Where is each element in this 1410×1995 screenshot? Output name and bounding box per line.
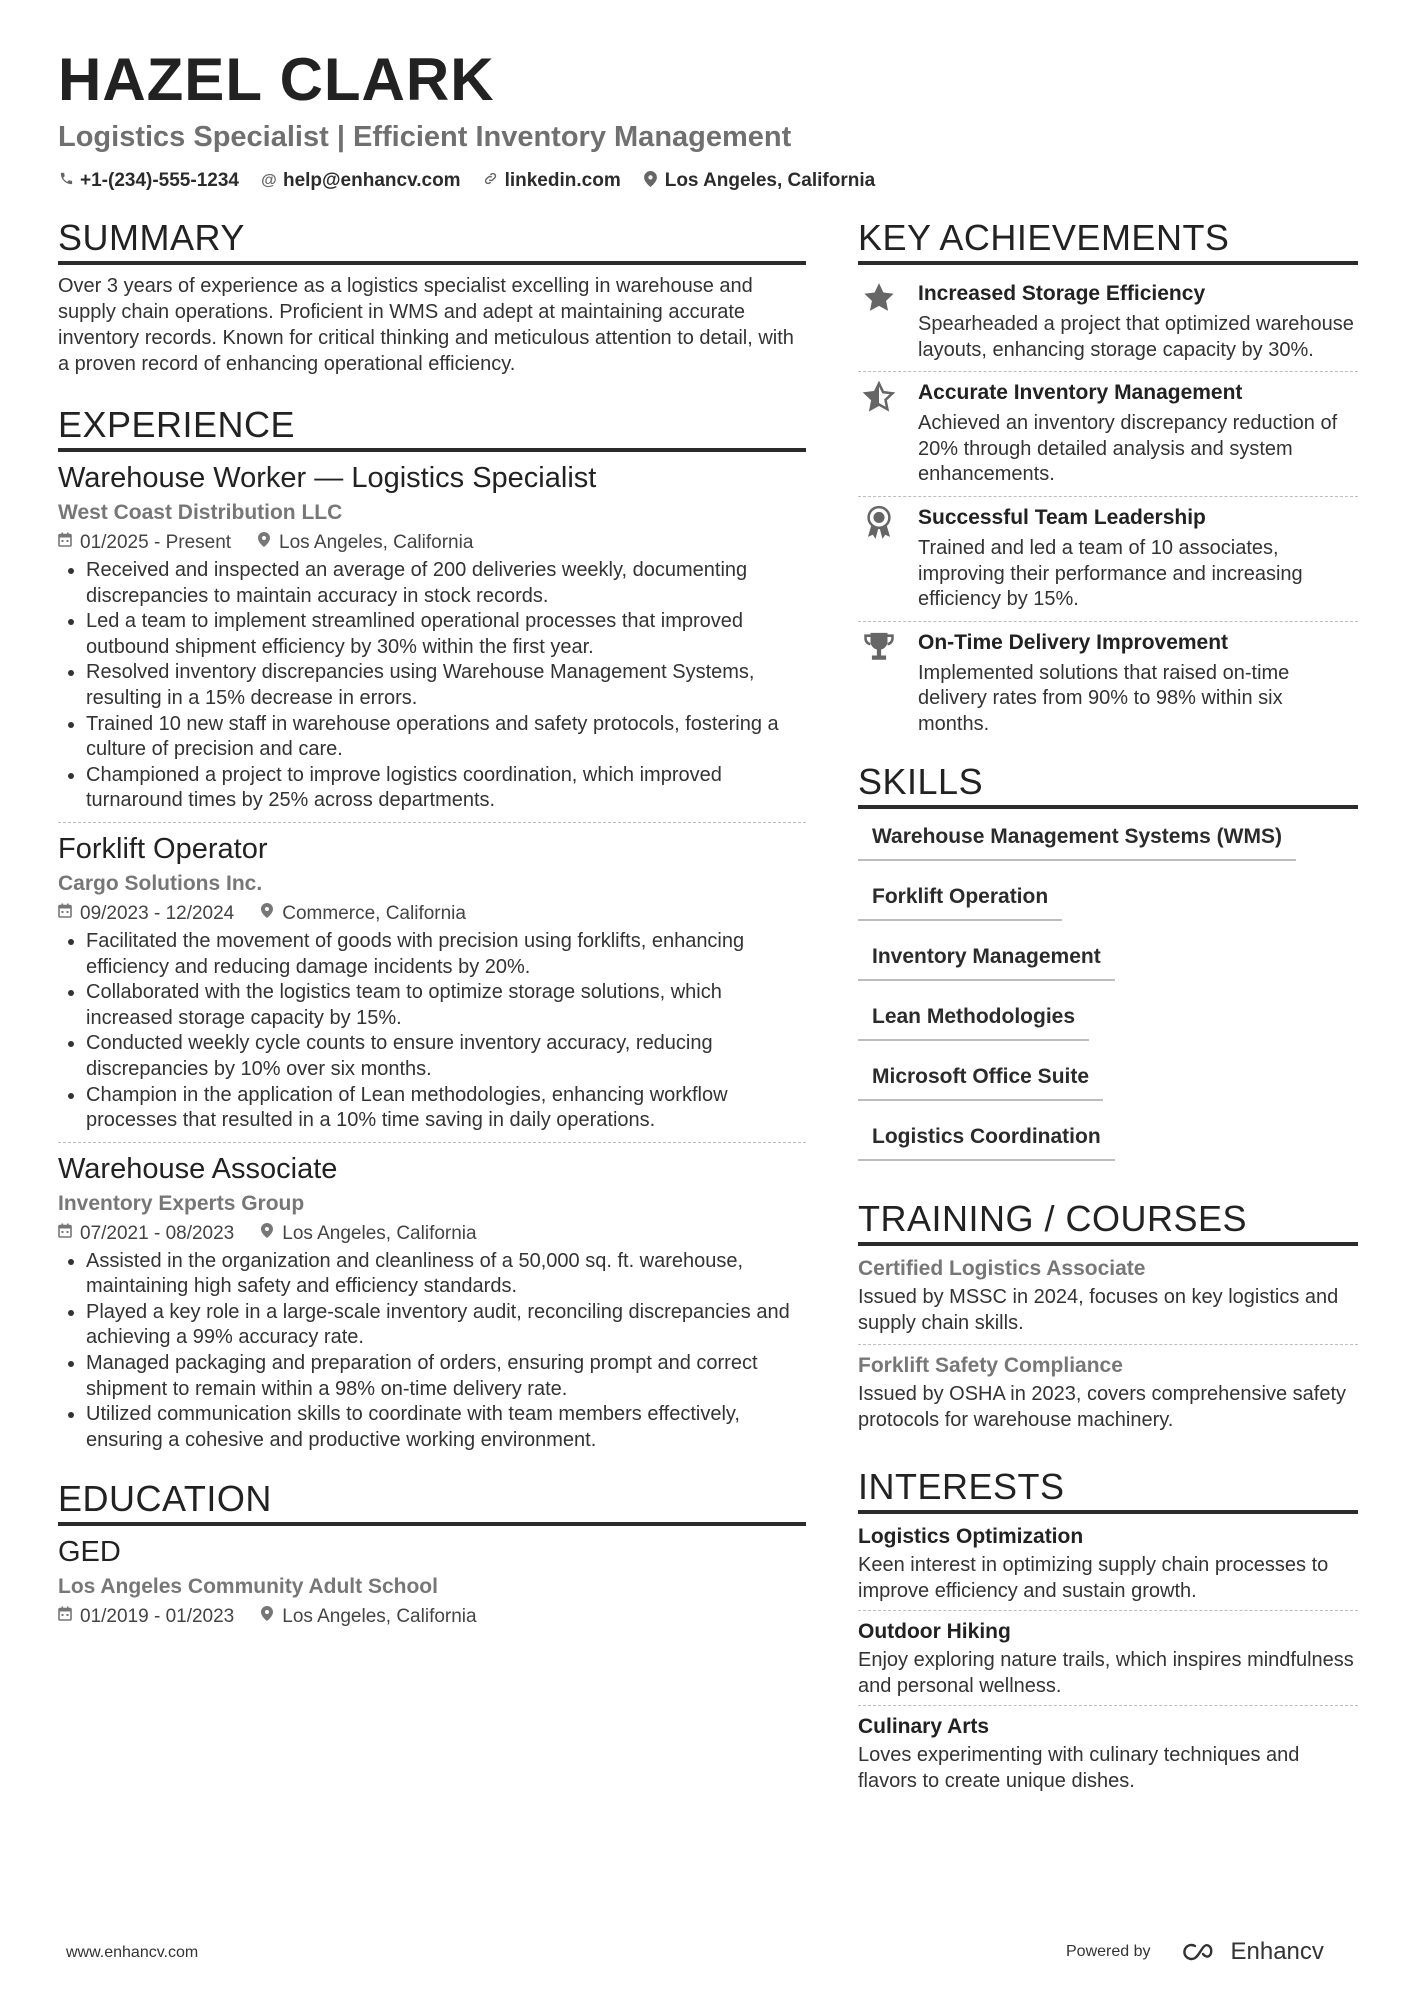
- job-dates-text: 09/2023 - 12/2024: [80, 902, 235, 924]
- education-dates: [58, 1602, 234, 1632]
- experience-section: [58, 403, 806, 1461]
- footer-website-link[interactable]: www.enhancv.com: [66, 1944, 199, 1961]
- interest-item: [858, 1610, 1358, 1705]
- education-school: Los Angeles Community Adult School: [58, 1575, 438, 1599]
- candidate-tagline: Logistics Specialist | Efficient Inventory Management: [58, 121, 792, 153]
- enhancv-logo[interactable]: [1179, 1938, 1324, 1966]
- location-icon: [643, 171, 659, 192]
- achievement-item: [858, 371, 1358, 496]
- skill-tag: Lean Methodologies: [858, 997, 1089, 1041]
- contact-location: [643, 170, 875, 192]
- powered-by: [1066, 1938, 1324, 1966]
- job-meta: [58, 1219, 806, 1249]
- job-bullet: • Championed a project to improve logistics coordination, which improved turnaround times by 25% across departments.: [86, 763, 806, 814]
- award-ribbon-icon: [858, 503, 900, 613]
- calendar-icon: [58, 1219, 72, 1249]
- calendar-icon: [58, 528, 72, 558]
- job-bullet: • Resolved inventory discrepancies using Warehouse Management Systems, resulting in a 15% decrease in errors.: [86, 660, 806, 711]
- job-location: [260, 899, 466, 929]
- skill-tag: Logistics Coordination: [858, 1117, 1115, 1161]
- skill-tag: Warehouse Management Systems (WMS): [858, 817, 1296, 861]
- course-item: [858, 1254, 1358, 1344]
- education-dates-text: 01/2019 - 01/2023: [80, 1606, 235, 1628]
- achievement-desc: Trained and led a team of 10 associates, improving their performance and increasing efficiency by 15%.: [918, 536, 1303, 611]
- powered-by-label: Powered by: [1066, 1943, 1151, 1960]
- job-location-text: Los Angeles, California: [282, 1222, 477, 1244]
- location-icon: [260, 899, 274, 929]
- interest-title: Culinary Arts: [858, 1714, 990, 1738]
- job-bullet: • Managed packaging and preparation of orders, ensuring prompt and correct shipment to remain within a 98% on-time delivery rate.: [86, 1351, 806, 1402]
- interest-title: Logistics Optimization: [858, 1524, 1084, 1548]
- job-dates: [58, 899, 234, 929]
- contact-linkedin[interactable]: [483, 170, 621, 192]
- skill-tag: Inventory Management: [858, 937, 1115, 981]
- job-bullet: • Played a key role in a large-scale inventory audit, reconciling discrepancies and achieving a 99% accuracy rate.: [86, 1300, 806, 1351]
- job-company: West Coast Distribution LLC: [58, 501, 343, 524]
- contact-phone[interactable]: [58, 170, 239, 192]
- calendar-icon: [58, 899, 72, 929]
- summary-heading: SUMMARY: [58, 216, 806, 265]
- education-degree: GED: [58, 1536, 121, 1569]
- job-dates-text: 01/2025 - Present: [80, 532, 232, 553]
- interest-desc: Loves experimenting with culinary techniques and flavors to create unique dishes.: [858, 1743, 1300, 1792]
- achievement-item: [858, 273, 1358, 371]
- contact-email[interactable]: [261, 170, 461, 192]
- course-title: Forklift Safety Compliance: [858, 1353, 1123, 1377]
- job-bullet: • Received and inspected an average of 200 deliveries weekly, documenting discrepancies to maintain accuracy in stock records.: [86, 558, 806, 609]
- right-column: [858, 216, 1358, 1800]
- resume-header: [58, 44, 1358, 192]
- job-location-text: Los Angeles, California: [279, 532, 474, 553]
- achievement-item: [858, 496, 1358, 621]
- job-dates: [58, 528, 231, 558]
- job-company: Inventory Experts Group: [58, 1191, 305, 1215]
- candidate-name: HAZEL CLARK: [58, 46, 495, 113]
- phone-icon: [58, 171, 74, 191]
- at-icon: @: [261, 172, 277, 189]
- course-title: Certified Logistics Associate: [858, 1256, 1146, 1280]
- location-icon: [257, 528, 271, 558]
- job-entry: [58, 460, 806, 822]
- contact-email-text: help@enhancv.com: [282, 170, 461, 191]
- course-desc: Issued by OSHA in 2023, covers comprehensive safety protocols for warehouse machinery.: [858, 1382, 1347, 1431]
- course-item: [858, 1344, 1358, 1441]
- interest-desc: Keen interest in optimizing supply chain processes to improve efficiency and sustain growth.: [858, 1553, 1329, 1602]
- achievement-desc: Achieved an inventory discrepancy reduction of 20% through detailed analysis and system enhancements.: [918, 412, 1338, 486]
- interest-item: [858, 1705, 1358, 1800]
- training-heading: TRAINING / COURSES: [858, 1197, 1358, 1246]
- job-bullet: • Led a team to implement streamlined operational processes that improved outbound shipment efficiency by 30% within the first year.: [86, 609, 806, 660]
- job-bullet: • Facilitated the movement of goods with precision using forklifts, enhancing efficiency and reducing damage incidents by 20%.: [86, 929, 806, 980]
- enhancv-logo-text: Enhancv: [1230, 1938, 1324, 1965]
- skills-section: [858, 760, 1358, 1177]
- achievement-title: Successful Team Leadership: [918, 505, 1206, 529]
- skill-tag: Microsoft Office Suite: [858, 1057, 1103, 1101]
- job-location: [257, 528, 473, 558]
- achievement-desc: Spearheaded a project that optimized warehouse layouts, enhancing storage capacity by 30%.: [918, 313, 1354, 361]
- course-desc: Issued by MSSC in 2024, focuses on key logistics and supply chain skills.: [858, 1285, 1339, 1334]
- interest-desc: Enjoy exploring nature trails, which inspires mindfulness and personal wellness.: [858, 1648, 1354, 1697]
- achievement-title: Accurate Inventory Management: [918, 381, 1243, 405]
- interest-title: Outdoor Hiking: [858, 1619, 1011, 1643]
- achievements-heading: KEY ACHIEVEMENTS: [858, 216, 1358, 265]
- achievement-item: [858, 621, 1358, 746]
- link-icon: [483, 171, 499, 191]
- job-bullet: • Trained 10 new staff in warehouse operations and safety protocols, fostering a culture of precision and care.: [86, 712, 806, 763]
- achievement-desc: Implemented solutions that raised on-time delivery rates from 90% to 98% within six months.: [918, 661, 1290, 735]
- job-title: Forklift Operator: [58, 832, 268, 865]
- job-meta: [58, 528, 806, 558]
- education-location-text: Los Angeles, California: [282, 1606, 477, 1628]
- calendar-icon: [58, 1602, 72, 1632]
- interest-item: [858, 1522, 1358, 1610]
- job-dates-text: 07/2021 - 08/2023: [80, 1222, 235, 1244]
- job-bullet: • Champion in the application of Lean methodologies, enhancing workflow processes that resulted in a 10% time saving in daily operations.: [86, 1083, 806, 1134]
- job-bullets: [58, 1249, 806, 1454]
- summary-text: Over 3 years of experience as a logistics specialist excelling in warehouse and supply chain operations. Proficient in WMS and adept at maintaining accurate inventory records. Known for critical thinking and meticulous attention to detail, with a proven record of enhancing operational efficiency.: [58, 275, 794, 375]
- achievement-title: Increased Storage Efficiency: [918, 282, 1206, 305]
- training-section: [858, 1197, 1358, 1441]
- job-bullet: • Assisted in the organization and cleanliness of a 50,000 sq. ft. warehouse, maintaining high safety and efficiency standards.: [86, 1249, 806, 1300]
- skill-tag: Forklift Operation: [858, 877, 1062, 921]
- job-title: Warehouse Associate: [58, 1152, 338, 1185]
- job-bullet: • Collaborated with the logistics team to optimize storage solutions, which increased storage capacity by 15%.: [86, 980, 806, 1031]
- trophy-icon: [858, 628, 900, 738]
- job-location: [260, 1219, 476, 1249]
- half-star-icon: [858, 378, 900, 488]
- job-bullet: • Conducted weekly cycle counts to ensure inventory accuracy, reducing discrepancies by 10% over six months.: [86, 1031, 806, 1082]
- education-heading: EDUCATION: [58, 1477, 806, 1526]
- interests-section: [858, 1465, 1358, 1800]
- enhancv-logo-icon: [1179, 1941, 1223, 1963]
- job-dates: [58, 1219, 234, 1249]
- location-icon: [260, 1602, 274, 1632]
- contact-row: [58, 170, 1358, 192]
- star-icon: [858, 279, 900, 363]
- job-company: Cargo Solutions Inc.: [58, 871, 263, 895]
- job-bullets: [58, 929, 806, 1134]
- interests-heading: INTERESTS: [858, 1465, 1358, 1514]
- contact-location-text: Los Angeles, California: [664, 170, 876, 191]
- achievements-section: [858, 216, 1358, 746]
- contact-linkedin-text: linkedin.com: [504, 170, 621, 191]
- location-icon: [260, 1219, 274, 1249]
- summary-section: [58, 216, 806, 377]
- experience-heading: EXPERIENCE: [58, 403, 806, 452]
- contact-phone-text: +1-(234)-555-1234: [80, 170, 239, 191]
- education-location: [260, 1602, 476, 1632]
- job-bullet: • Utilized communication skills to coordinate with team members effectively, ensuring a cohesive and productive working environment.: [86, 1402, 806, 1453]
- skills-heading: SKILLS: [858, 760, 1358, 809]
- education-meta: [58, 1602, 806, 1632]
- job-title: Warehouse Worker — Logistics Specialist: [58, 462, 597, 494]
- education-section: [58, 1477, 806, 1632]
- job-entry: [58, 1142, 806, 1462]
- job-entry: [58, 822, 806, 1142]
- job-bullets: [58, 558, 806, 814]
- job-meta: [58, 899, 806, 929]
- left-column: [58, 216, 806, 1632]
- job-location-text: Commerce, California: [282, 902, 466, 924]
- achievement-title: On-Time Delivery Improvement: [918, 630, 1229, 654]
